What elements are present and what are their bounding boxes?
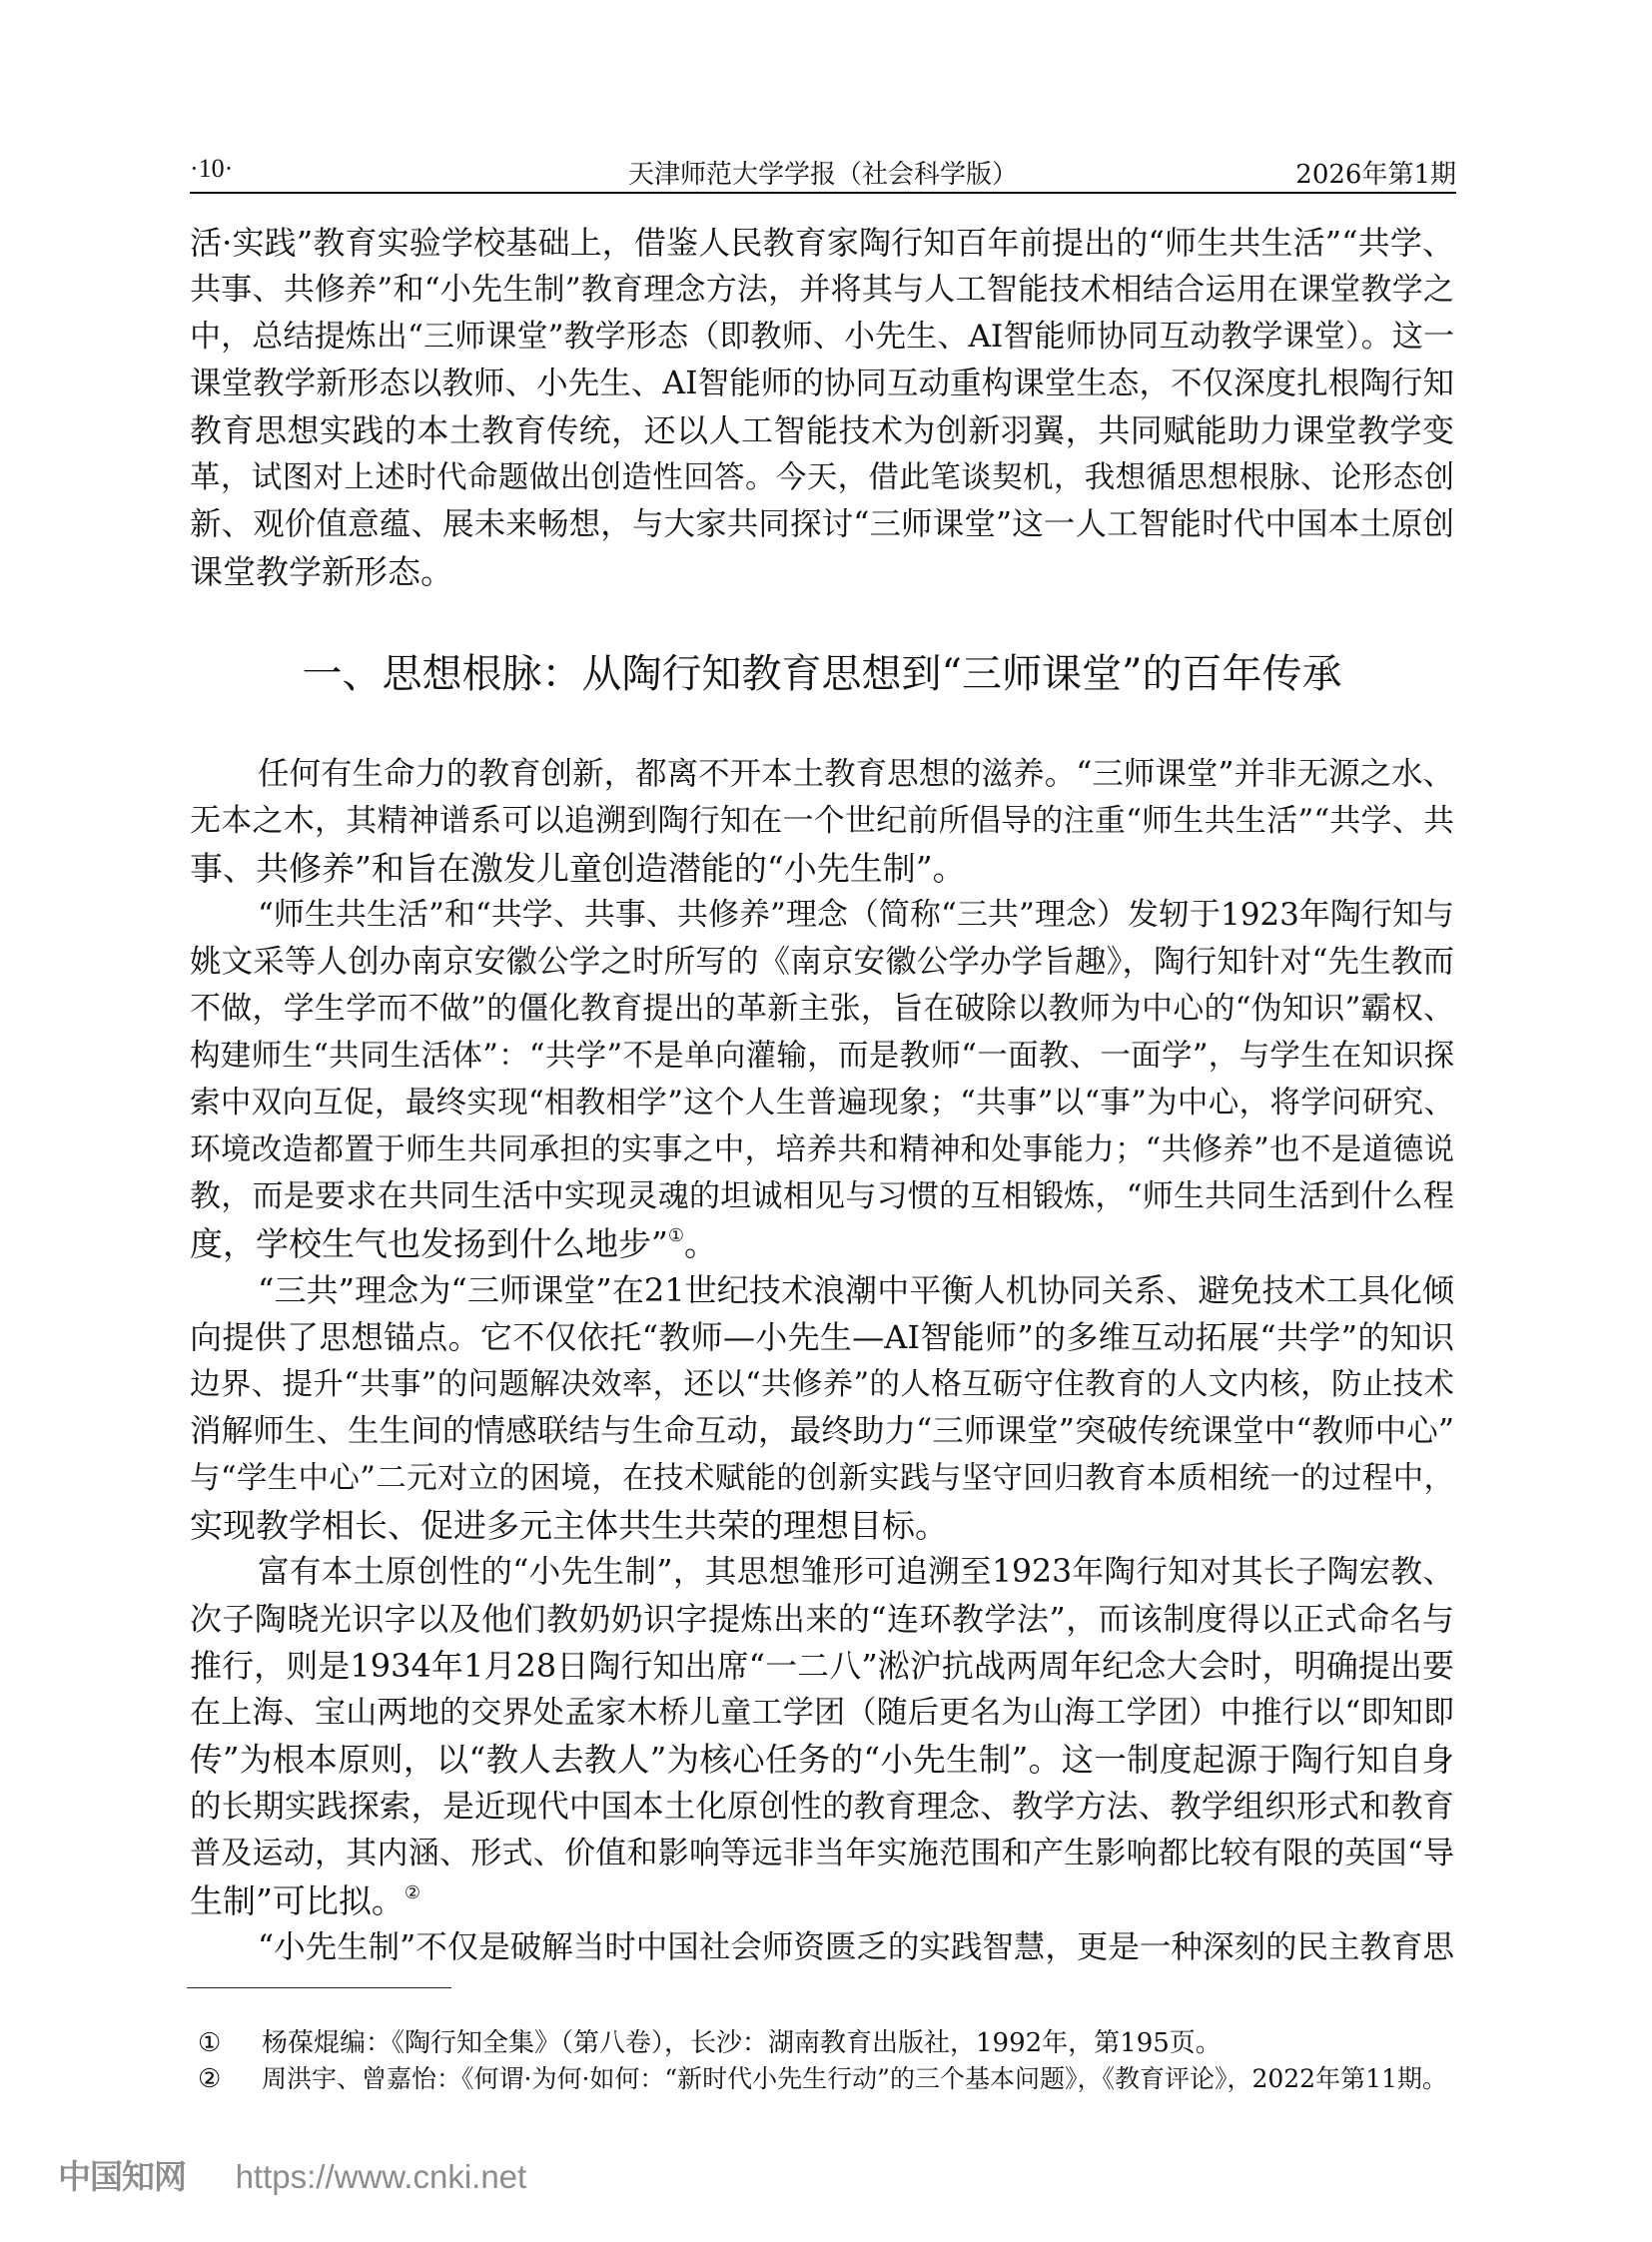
text-line: 传”为根本原则，以“教人去教人”为核心任务的“小先生制”。这一制度起源于陶行知自身 [190, 1741, 1454, 1779]
text-line: 索中双向互促，最终实现“相教相学”这个人生普遍现象；“共事”以“事”为中心，将学问研究、 [190, 1086, 1454, 1121]
cnki-watermark [58, 2157, 526, 2197]
footnote-item [190, 2061, 1454, 2097]
text-line: 活·实践”教育实验学校基础上，借鉴人民教育家陶行知百年前提出的“师生共生活”“共学、 [190, 224, 1454, 262]
journal-title: 天津师范大学学报（社会科学版） [627, 160, 1018, 190]
text-span: 。 [684, 1224, 718, 1263]
text-line: 在上海、宝山两地的交界处孟家木桥儿童工学团（随后更名为山海工学团）中推行以“即知即 [190, 1695, 1454, 1731]
text-line: 富有本土原创性的“小先生制”，其思想雏形可追溯至1923年陶行知对其长子陶宏教、 [258, 1554, 1454, 1590]
text-span: 度，学校生气也发扬到什么地步” [190, 1224, 668, 1263]
footnote-item [190, 2025, 1454, 2061]
text-line: “师生共生活”和“共学、共事、共修养”理念（简称“三共”理念）发轫于1923年陶行知与 [258, 897, 1454, 933]
issue-label: 2026年第1期 [1295, 160, 1456, 190]
text-line: 教，而是要求在共同生活中实现灵魂的坦诚相见与习惯的互相锻炼，“师生共同生活到什么程 [190, 1178, 1454, 1214]
footnote-ref-2[interactable]: ② [404, 1882, 421, 1903]
running-header [190, 150, 1456, 190]
text-line: 消解师生、生生间的情感联结与生命互动，最终助力“三师课堂”突破传统课堂中“教师中心” [190, 1413, 1454, 1449]
intro-paragraph [190, 220, 1454, 595]
text-line: 与“学生中心”二元对立的困境，在技术赋能的创新实践与坚守回归教育本质相统一的过程中， [190, 1461, 1454, 1496]
footnote-text: 杨葆焜编：《陶行知全集》（第八卷），长沙：湖南教育出版社，1992年，第195页。 [262, 2028, 1222, 2058]
paragraph-3 [190, 1267, 1454, 1549]
text-line: 课堂教学新形态以教师、小先生、AI智能师的协同互动重构课堂生态，不仅深度扎根陶行知 [190, 366, 1454, 401]
text-line: 普及运动，其内涵、形式、价值和影响等远非当年实施范围和产生影响都比较有限的英国“导 [190, 1836, 1454, 1871]
text-line: 实现教学相长、促进多元主体共生共荣的理想目标。 [190, 1506, 948, 1545]
text-line: 不做，学生学而不做”的僵化教育提出的革新主张，旨在破除以教师为中心的“伪知识”霸权、 [190, 991, 1454, 1027]
paragraph-5 [190, 1924, 1454, 1971]
cnki-url[interactable]: https://www.cnki.net [235, 2158, 527, 2195]
text-line: “三共”理念为“三师课堂”在21世纪技术浪潮中平衡人机协同关系、避免技术工具化倾 [258, 1271, 1454, 1309]
header-rule [190, 192, 1456, 194]
text-line: 次子陶晓光识字以及他们教奶奶识字提炼出来的“连环教学法”，而该制度得以正式命名与 [190, 1600, 1454, 1638]
text-line: 课堂教学新形态。 [190, 552, 453, 591]
text-line: 环境改造都置于师生共同承担的实事之中，培养共和精神和处事能力；“共修养”也不是道德说 [190, 1132, 1454, 1167]
footnote-marker: ② [198, 2064, 222, 2094]
text-line: 的长期实践探索，是近现代中国本土化原创性的教育理念、教学方法、教学组织形式和教育 [190, 1789, 1454, 1825]
text-line: “小先生制”不仅是破解当时中国社会师资匮乏的实践智慧，更是一种深刻的民主教育思 [258, 1929, 1454, 1965]
text-line: 向提供了思想锚点。它不仅依托“教师—小先生—AI智能师”的多维互动拓展“共学”的知识 [190, 1318, 1454, 1356]
paragraph-4 [190, 1549, 1454, 1924]
text-line: 新、观价值意蕴、展未来畅想，与大家共同探讨“三师课堂”这一人工智能时代中国本土原创 [190, 506, 1454, 542]
text-line: 姚文采等人创办南京安徽公学之时所写的《南京安徽公学办学旨趣》，陶行知针对“先生教而 [190, 944, 1454, 980]
text-line: 共事、共修养”和“小先生制”教育理念方法，并将其与人工智能技术相结合运用在课堂教学之 [190, 272, 1454, 308]
footnote-rule [187, 1987, 451, 1988]
text-line: 教育思想实践的本土教育传统，还以人工智能技术为创新羽翼，共同赋能助力课堂教学变 [190, 411, 1454, 449]
section-heading: 一、思想根脉：从陶行知教育思想到“三师课堂”的百年传承 [302, 651, 1342, 697]
page-number: ·10· [190, 154, 234, 183]
article-body [190, 220, 1454, 1971]
text-line: 中，总结提炼出“三师课堂”教学形态（即教师、小先生、AI智能师协同互动教学课堂）。这一 [190, 319, 1454, 355]
text-line: 事、共修养”和旨在激发儿童创造潜能的“小先生制”。 [190, 849, 966, 888]
footnote-ref-1[interactable]: ① [667, 1225, 685, 1246]
paragraph-1 [190, 751, 1454, 892]
text-span: 生制”可比拟。 [190, 1881, 405, 1920]
text-line: 任何有生命力的教育创新，都离不开本土教育思想的滋养。“三师课堂”并非无源之水、 [258, 756, 1454, 792]
footnote-text: 周洪宇、曾嘉怡：《何谓·为何·如何：“新时代小先生行动”的三个基本问题》，《教育评论》，2022年第11期。 [262, 2064, 1447, 2093]
cnki-logo: 中国知网 [58, 2157, 186, 2196]
footnotes [190, 2025, 1454, 2097]
text-line: 边界、提升“共事”的问题解决效率，还以“共修养”的人格互砺守住教育的人文内核，防止技术 [190, 1367, 1454, 1402]
text-line: 革，试图对上述时代命题做出创造性回答。今天，借此笔谈契机，我想循思想根脉、论形态创 [190, 460, 1454, 495]
text-line [190, 1220, 1454, 1267]
paragraph-2 [190, 892, 1454, 1267]
text-line: 推行，则是1934年1月28日陶行知出席“一二八”淞沪抗战两周年纪念大会时，明确提出要 [190, 1647, 1454, 1685]
text-line: 无本之木，其精神谱系可以追溯到陶行知在一个世纪前所倡导的注重“师生共生活”“共学、共 [190, 803, 1454, 839]
text-line: 构建师生“共同生活体”：“共学”不是单向灌输，而是教师“一面教、一面学”，与学生在知识探 [190, 1039, 1454, 1074]
footnote-marker: ① [198, 2028, 222, 2058]
text-line [190, 1877, 1454, 1924]
